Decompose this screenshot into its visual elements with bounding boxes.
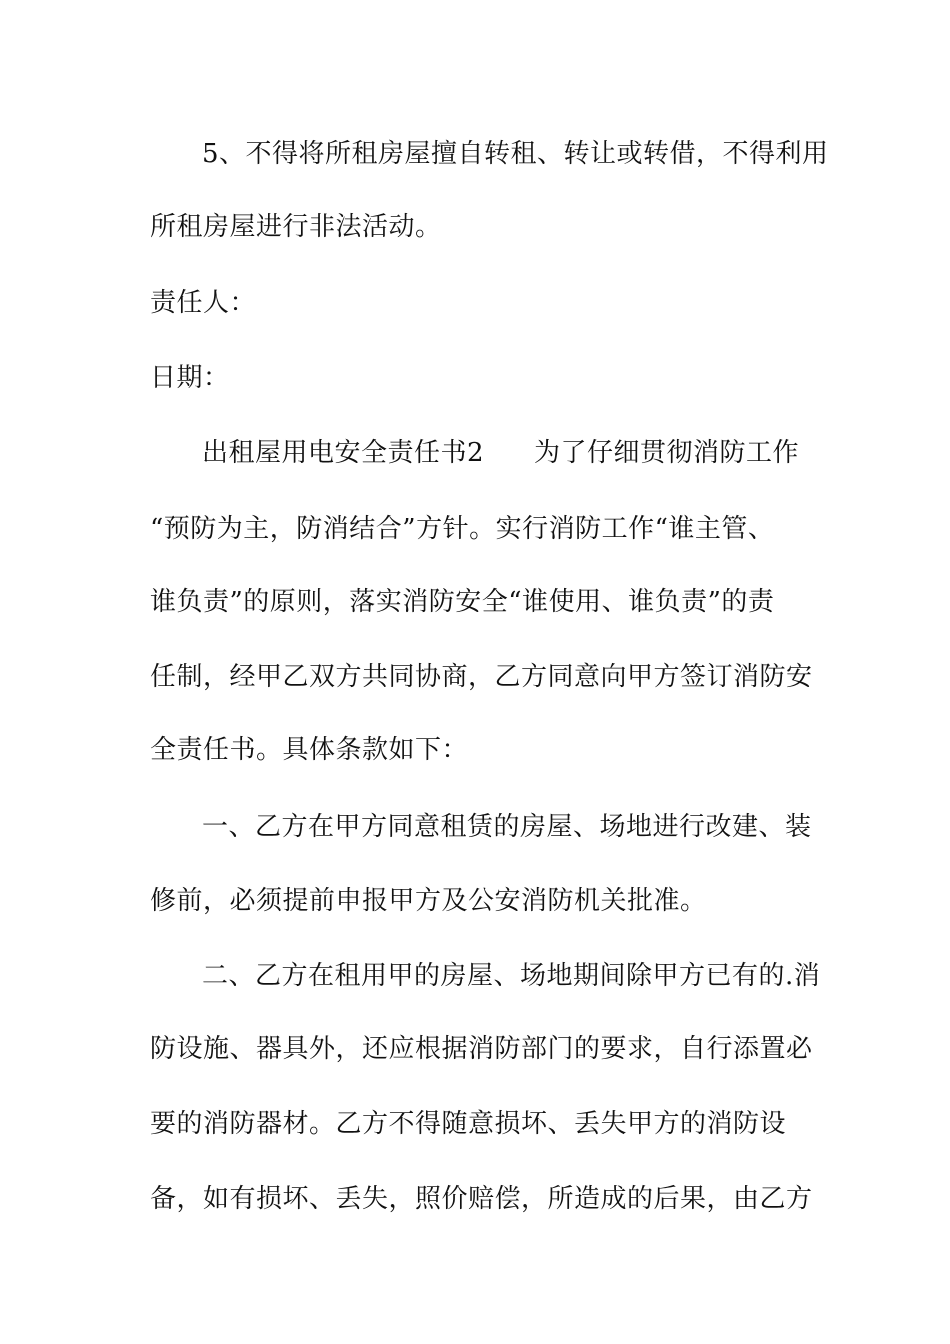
paragraph-line: “预防为主，防消结合”方针。实行消防工作“谁主管、 [150,514,775,544]
paragraph-line: 全责任书。具体条款如下： [150,735,469,765]
paragraph-line: 修前，必须提前申报甲方及公安消防机关批准。 [150,886,707,916]
responsible-person-label: 责任人： [150,288,257,318]
paragraph-line: 5、不得将所租房屋擅自转租、转让或转借，不得利用 [202,139,829,169]
paragraph-line: 二、乙方在租用甲的房屋、场地期间除甲方已有的.消 [202,961,821,991]
paragraph-line: 任制，经甲乙双方共同协商，乙方同意向甲方签订消防安 [150,662,813,692]
paragraph-line: 要的消防器材。乙方不得随意损坏、丢失甲方的消防设 [150,1109,787,1139]
paragraph-text: 为了仔细贯彻消防工作 [534,438,800,468]
section-title: 出租屋用电安全责任书2 [202,438,485,468]
paragraph-line: 所租房屋进行非法活动。 [150,212,442,242]
paragraph-line: 防设施、器具外，还应根据消防部门的要求，自行添置必 [150,1034,813,1064]
date-label: 日期： [150,363,230,393]
paragraph-line: 备，如有损坏、丢失，照价赔偿，所造成的后果，由乙方 [150,1184,813,1214]
paragraph-line: 谁负责”的原则，落实消防安全“谁使用、谁负责”的责 [150,587,775,617]
section-heading-line [202,436,799,470]
paragraph-line: 一、乙方在甲方同意租赁的房屋、场地进行改建、装 [202,812,812,842]
